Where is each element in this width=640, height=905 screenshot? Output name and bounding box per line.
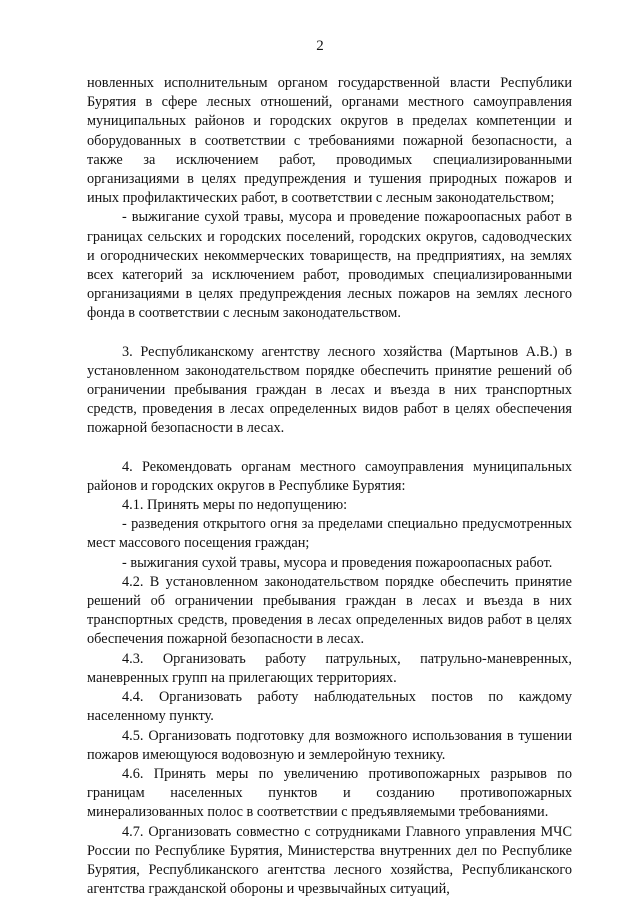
paragraph-item-4-4: 4.4. Организовать работу наблюдательных постов по каждому населенному пункту. — [87, 689, 572, 725]
page-number: 2 — [316, 38, 324, 54]
paragraph-item-4-1: 4.1. Принять меры по недопущению: — [122, 497, 348, 514]
document-body — [87, 74, 572, 899]
paragraph-item-3: 3. Республиканскому агентству лесного хозяйства (Мартынов А.В.) в установленном законодательством порядке обеспечить принятие решений об ограничении пребывания граждан в лесах и въезда в них транспортных средств, проведения в лесах определенных видов работ в целях обеспечения пожарной безопасности в лесах. — [87, 343, 572, 437]
paragraph-item-4-1-grass: - выжигания сухой травы, мусора и проведения пожароопасных работ. — [122, 554, 553, 571]
paragraph-item-4: 4. Рекомендовать органам местного самоуправления муниципальных районов и городских округов в Республике Бурятия: — [87, 458, 572, 494]
paragraph-burning-ban: - выжигание сухой травы, мусора и проведение пожароопасных работ в границах сельских и городских поселений, городских округов, садоводческих и огороднических некоммерческих товариществ, на предприятиях, на землях всех категорий за исключением работ, проводимых специализированными организациями в целях предупреждения лесных пожаров на землях лесного фонда в соответствии с лесным законодательством. — [87, 209, 572, 322]
paragraph-item-4-2: 4.2. В установленном законодательством порядке обеспечить принятие решений об ограничении пребывания граждан в лесах и въезда в них транспортных средств, проведения в лесах определенных видов работ в целях обеспечения пожарной безопасности в лесах. — [87, 573, 572, 648]
paragraph-item-4-1-fire: - разведения открытого огня за пределами специально предусмотренных мест массового посещения граждан; — [87, 516, 572, 552]
paragraph-item-4-6: 4.6. Принять меры по увеличению противопожарных разрывов по границам населенных пунктов и созданию противопожарных минерализованных полос в соответствии с предъявляемыми требованиями. — [87, 765, 572, 821]
paragraph-item-4-7: 4.7. Организовать совместно с сотрудниками Главного управления МЧС России по Республике Бурятия, Министерства внутренних дел по Республике Бурятия, Республиканского агентства лесного хозяйства, Республиканского агентства гражданской обороны и чрезвычайных ситуаций, — [87, 823, 572, 898]
paragraph-continuation: новленных исполнительным органом государственной власти Республики Бурятия в сфере лесных отношений, органами местного самоуправления муниципальных районов и городских округов в пределах компетенции и оборудованных в соответствии с требованиями пожарной безопасности, а также за исключением работ, проводимых специализированными организациями в целях предупреждения и тушения природных пожаров и иных профилактических работ, в соответствии с лесным законодательством; — [87, 75, 572, 207]
paragraph-item-4-3: 4.3. Организовать работу патрульных, патрульно-маневренных, маневренных групп на прилегающих территориях. — [87, 650, 572, 686]
paragraph-item-4-5: 4.5. Организовать подготовку для возможного использования в тушении пожаров имеющуюся водовозную и землеройную технику. — [87, 727, 572, 763]
